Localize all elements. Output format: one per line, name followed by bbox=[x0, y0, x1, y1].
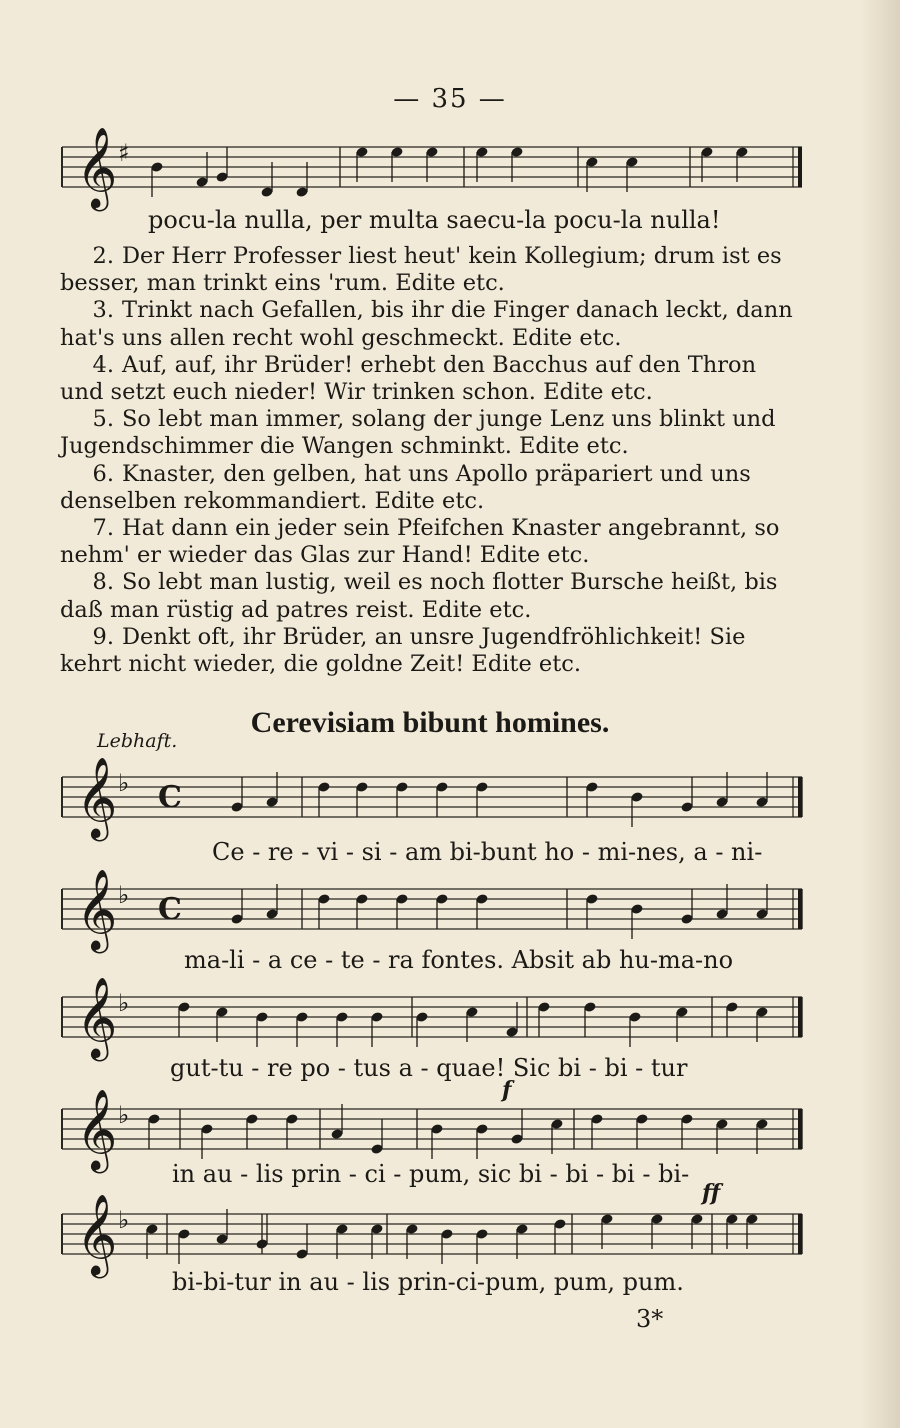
treble-clef-icon: 𝄞 bbox=[76, 1088, 118, 1170]
verse-6 bbox=[60, 461, 802, 515]
song-lyrics-line-4: in au - lis prin - ci - pum, sic bi - bi - bi - bi- bbox=[172, 1160, 690, 1188]
dynamic-forte: f bbox=[502, 1077, 512, 1103]
verse-number: 4. bbox=[92, 351, 114, 378]
song-lyrics-line-5: bi-bi-tur in au - lis prin-ci-pum, pum, pum. bbox=[172, 1268, 684, 1296]
song-lyrics-line-1: Ce - re - vi - si - am bi-bunt ho - mi-nes, a - ni- bbox=[212, 838, 763, 866]
verse-3 bbox=[60, 297, 802, 351]
verse-number: 2. bbox=[92, 243, 114, 269]
music-staff-2 bbox=[62, 755, 802, 847]
verse-text: Auf, auf, ihr Brüder! erhebt den Bacchus auf den Thron und setzt euch nieder! Wir trinken schon. Edite etc. bbox=[60, 351, 757, 406]
key-signature-icon: ♭ bbox=[118, 769, 130, 797]
treble-clef-icon: 𝄞 bbox=[76, 756, 118, 838]
treble-clef-icon: 𝄞 bbox=[76, 1193, 118, 1275]
key-signature-icon: ♭ bbox=[118, 989, 130, 1017]
verse-text: So lebt man lustig, weil es noch flotter Bursche heißt, bis daß man rüstig ad patres reist. Edite etc. bbox=[60, 569, 778, 623]
song-lyrics-line-3: gut-tu - re po - tus a - quae! Sic bi - bi - tur bbox=[170, 1054, 688, 1082]
staff-1-lyrics: pocu-la nulla, per multa saecu-la pocu-la nulla! bbox=[148, 206, 721, 234]
key-signature-icon: ♭ bbox=[118, 1101, 130, 1129]
page-number: — 35 — bbox=[393, 84, 507, 114]
song-lyrics-line-2: ma-li - a ce - te - ra fontes. Absit ab hu-ma-no bbox=[184, 946, 734, 974]
verse-number: 6. bbox=[92, 460, 114, 487]
verse-text: Trinkt nach Gefallen, bis ihr die Finger danach leckt, dann hat's uns allen recht wohl geschmeckt. Edite etc. bbox=[60, 297, 793, 351]
verse-number: 7. bbox=[92, 515, 114, 542]
page-edge-shadow bbox=[860, 0, 900, 1428]
key-signature-icon: ♭ bbox=[118, 1206, 130, 1234]
tempo-marking: Lebhaft. bbox=[97, 730, 178, 752]
verse-number: 8. bbox=[92, 569, 114, 596]
song-title: Cerevisiam bibunt homines. bbox=[250, 706, 610, 739]
signature-mark: 3* bbox=[636, 1305, 664, 1333]
verse-9 bbox=[60, 624, 802, 678]
treble-clef-icon: 𝄞 bbox=[76, 868, 118, 950]
verse-text: So lebt man immer, solang der junge Lenz uns blinkt und Jugendschimmer die Wangen schminkt. Edite etc. bbox=[60, 406, 776, 460]
music-staff-1 bbox=[62, 125, 802, 217]
verse-7 bbox=[60, 515, 802, 569]
key-signature-icon: ♯ bbox=[118, 139, 130, 167]
verse-text: Der Herr Professer liest heut' kein Kollegium; drum ist es besser, man trinkt eins 'rum. Edite etc. bbox=[60, 243, 782, 297]
verse-number: 3. bbox=[92, 297, 114, 324]
verse-text: Hat dann ein jeder sein Pfeifchen Knaster angebrannt, so nehm' er wieder das Glas zur Hand! Edite etc. bbox=[60, 515, 780, 569]
verse-list bbox=[60, 243, 802, 678]
verse-5 bbox=[60, 406, 802, 460]
dynamic-fortissimo: ff bbox=[702, 1180, 721, 1206]
verse-8 bbox=[60, 569, 802, 623]
verse-4 bbox=[60, 352, 802, 406]
verse-number: 5. bbox=[92, 406, 114, 433]
key-signature-icon: ♭ bbox=[118, 881, 130, 909]
verse-text: Denkt oft, ihr Brüder, an unsre Jugendfröhlichkeit! Sie kehrt nicht wieder, die goldne Zeit! Edite etc. bbox=[60, 623, 746, 678]
treble-clef-icon: 𝄞 bbox=[76, 126, 118, 208]
time-signature-icon: C bbox=[158, 892, 182, 927]
verse-2 bbox=[60, 243, 802, 297]
time-signature-icon: C bbox=[158, 780, 182, 815]
treble-clef-icon: 𝄞 bbox=[76, 976, 118, 1058]
verse-number: 9. bbox=[92, 623, 114, 650]
verse-text: Knaster, den gelben, hat uns Apollo präpariert und uns denselben rekommandiert. Edite etc. bbox=[60, 460, 751, 514]
